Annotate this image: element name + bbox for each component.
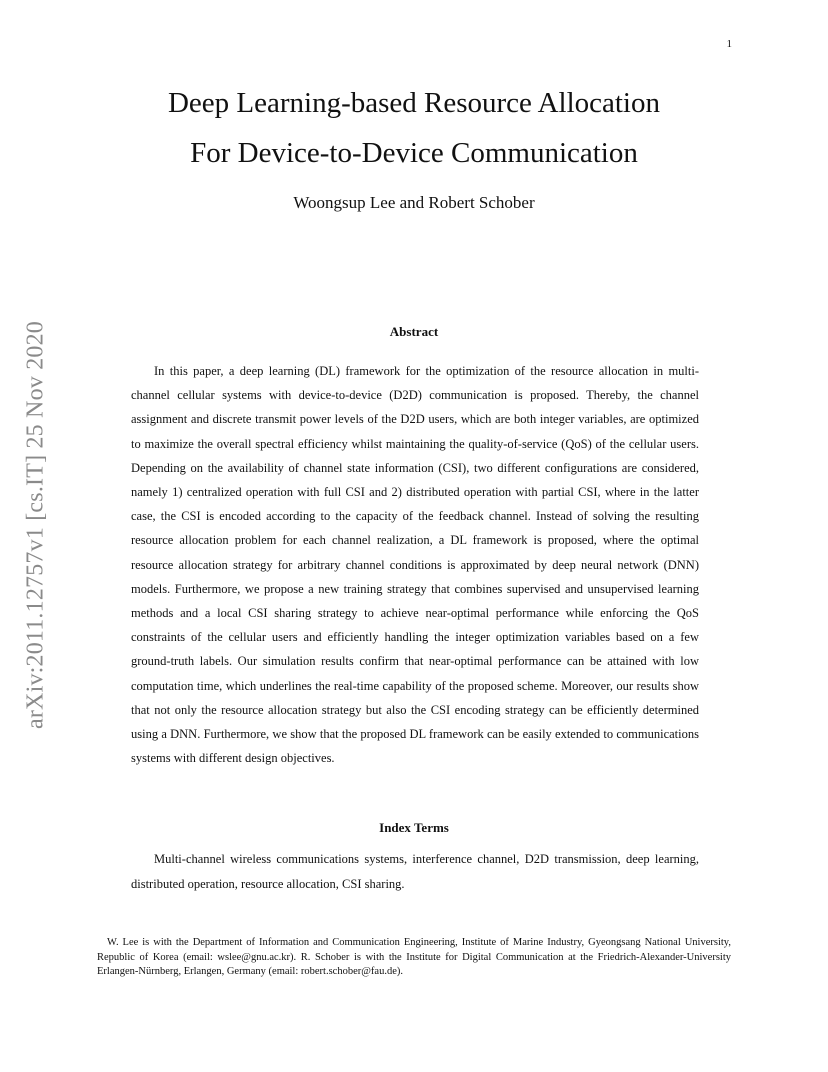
abstract-body: In this paper, a deep learning (DL) framework for the optimization of the resource allocation in multi-channel cellular systems with device-to-device (D2D) communication is proposed. Thereby, the channel assignment and discrete transmit power levels of the D2D users, which are both integer variables, are optimized to maximize the overall spectral efficiency whilst maintaining the quality-of-service (QoS) of the cellular users. Depending on the availability of channel state information (CSI), two different configurations are considered, namely 1) centralized operation with full CSI and 2) distributed operation with partial CSI, where in the latter case, the CSI is encoded according to the capacity of the feedback channel. Instead of solving the resulting resource allocation problem for each channel realization, a DL framework is proposed, where the optimal resource allocation strategy for arbitrary channel conditions is approximated by deep neural network (DNN) models. Furthermore, we propose a new training strategy that combines supervised and unsupervised learning methods and a local CSI sharing strategy to achieve near-optimal performance while enforcing the QoS constraints of the cellular users and efficiently handling the integer optimization variables based on a few ground-truth labels. Our simulation results confirm that near-optimal performance can be attained with low computation time, which underlines the real-time capability of the proposed scheme. Moreover, our results show that not only the resource allocation strategy but also the CSI encoding strategy can be efficiently determined using a DNN. Furthermore, we show that the proposed DL framework can be easily extended to communications systems with different design objectives. <box>131 364 699 766</box>
abstract-heading: Abstract <box>389 324 439 339</box>
index-terms-heading: Index Terms <box>379 820 449 835</box>
title-line-2: For Device-to-Device Communication <box>190 137 638 169</box>
author-affiliation-footnote: W. Lee is with the Department of Information and Communication Engineering, Institute of Marine Industry, Gyeongsang National University, Republic of Korea (email: wslee@gnu.ac.kr). R. Schober is with the Institute for Digital Communication at the Friedrich-Alexander-University Erlangen-Nürnberg, Erlangen, Germany (email: robert.schober@fau.de). <box>97 937 731 977</box>
title-line-1: Deep Learning-based Resource Allocation <box>167 87 660 119</box>
author-list: Woongsup Lee and Robert Schober <box>293 193 535 212</box>
page-number: 1 <box>726 38 732 50</box>
paper-title <box>0 78 828 178</box>
arxiv-identifier-stamp: arXiv:2011.12757v1 [cs.IT] 25 Nov 2020 <box>22 321 49 729</box>
index-terms-body: Multi-channel wireless communications systems, interference channel, D2D transmission, deep learning, distributed operation, resource allocation, CSI sharing. <box>131 852 699 891</box>
